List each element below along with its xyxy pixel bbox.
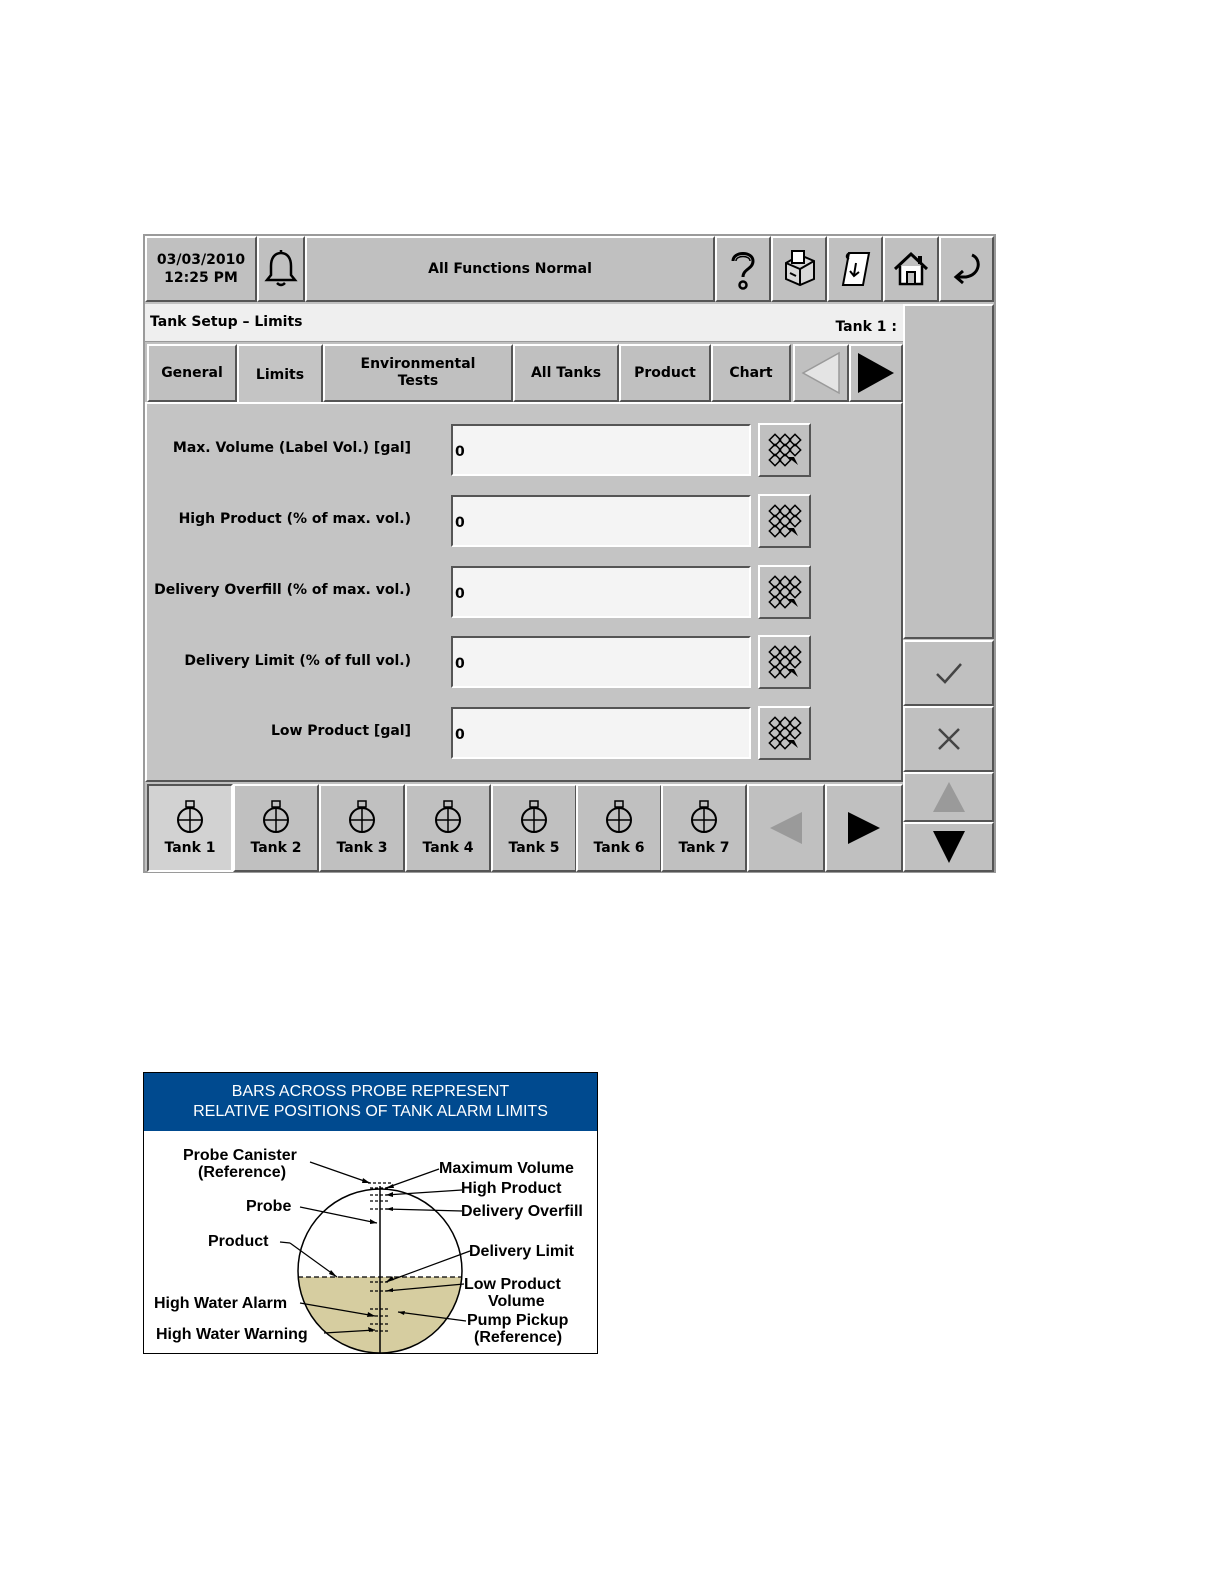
keypad-button[interactable] xyxy=(758,423,811,477)
high-product-label: High Product xyxy=(461,1180,562,1197)
arrow-left-icon xyxy=(801,351,841,395)
system-status xyxy=(305,236,715,302)
tank-button-6[interactable] xyxy=(576,784,662,872)
bell-icon xyxy=(263,249,299,289)
tank-button-4[interactable] xyxy=(405,784,491,872)
tank-button-7[interactable] xyxy=(661,784,747,872)
max-volume-field[interactable]: 0 xyxy=(451,424,751,476)
tab-environmental-tests[interactable] xyxy=(323,344,513,402)
delivery-overfill-label: Delivery Overfill xyxy=(461,1203,583,1220)
keypad-button[interactable] xyxy=(758,706,811,760)
delivery-limit-label: Delivery Limit (% of full vol.) xyxy=(184,653,411,669)
scroll-up-button[interactable] xyxy=(903,772,994,822)
page-title: Tank Setup – Limits xyxy=(150,314,303,330)
print-button[interactable] xyxy=(771,236,827,302)
time-text: 12:25 PM xyxy=(164,270,238,286)
tank-setup-console xyxy=(143,234,996,873)
high-water-alarm-label: High Water Alarm xyxy=(154,1295,288,1312)
low-product-volume-label-2: Volume xyxy=(488,1293,545,1310)
pump-pickup-label: Pump Pickup xyxy=(467,1312,569,1329)
tab-label: Limits xyxy=(255,367,305,383)
page-header xyxy=(145,304,903,342)
accept-button[interactable] xyxy=(903,640,994,706)
tab-label: All Tanks xyxy=(530,365,602,381)
low-product-volume-label: Low Product xyxy=(464,1276,561,1293)
product-fill xyxy=(294,1277,469,1353)
high-product-field[interactable]: 0 xyxy=(451,495,751,547)
date-time-display xyxy=(145,236,257,302)
back-button[interactable] xyxy=(939,236,994,302)
low-product-field[interactable]: 0 xyxy=(451,707,751,759)
tab-scroll-left-button[interactable] xyxy=(793,344,849,402)
high-product-label: High Product (% of max. vol.) xyxy=(178,511,411,527)
tank-button-1[interactable] xyxy=(147,784,233,872)
tank-button-label: Tank 5 xyxy=(508,840,560,856)
arrow-right-icon xyxy=(856,351,896,395)
home-button[interactable] xyxy=(883,236,939,302)
tank-button-label: Tank 6 xyxy=(593,840,645,856)
delivery-overfill-field[interactable]: 0 xyxy=(451,566,751,618)
maximum-volume-label: Maximum Volume xyxy=(439,1160,574,1177)
tab-label: General xyxy=(161,365,223,381)
tab-limits[interactable] xyxy=(237,344,323,404)
tank-button-label: Tank 2 xyxy=(250,840,302,856)
arrow-up-icon xyxy=(931,780,967,814)
diagram-title xyxy=(144,1073,597,1131)
tab-all-tanks[interactable] xyxy=(513,344,619,402)
alarm-limits-diagram xyxy=(143,1072,598,1354)
arrow-right-icon xyxy=(846,810,882,846)
keypad-button[interactable] xyxy=(758,565,811,619)
alarm-button[interactable] xyxy=(257,236,305,302)
keypad-icon xyxy=(768,645,802,679)
help-icon xyxy=(725,247,761,291)
tank-button-label: Tank 1 xyxy=(164,840,216,856)
tab-label: Product xyxy=(634,365,696,381)
scroll-down-button[interactable] xyxy=(903,822,994,872)
tank-button-label: Tank 3 xyxy=(336,840,388,856)
back-icon xyxy=(950,251,984,287)
right-panel xyxy=(903,304,994,639)
print-icon xyxy=(780,249,818,289)
tank-button-label: Tank 4 xyxy=(422,840,474,856)
date-text: 03/03/2010 xyxy=(156,252,246,268)
max-volume-label: Max. Volume (Label Vol.) [gal] xyxy=(172,440,411,456)
keypad-icon xyxy=(768,433,802,467)
tank-icon xyxy=(261,800,291,834)
selected-tank-label: Tank 1 : xyxy=(835,319,897,335)
tab-label: Environmental Tests xyxy=(360,356,476,389)
cancel-button[interactable] xyxy=(903,706,994,772)
delivery-limit-label: Delivery Limit xyxy=(469,1243,574,1260)
product-label: Product xyxy=(208,1233,269,1250)
diagram-title-line-2: RELATIVE POSITIONS OF TANK ALARM LIMITS xyxy=(193,1103,548,1120)
keypad-icon xyxy=(768,716,802,750)
tank-page-left-button[interactable] xyxy=(747,784,825,872)
limits-form xyxy=(145,402,903,782)
tank-button-3[interactable] xyxy=(319,784,405,872)
delivery-overfill-label: Delivery Overfill (% of max. vol.) xyxy=(154,582,411,598)
home-icon xyxy=(892,250,930,288)
tank-button-5[interactable] xyxy=(491,784,577,872)
keypad-button[interactable] xyxy=(758,635,811,689)
tank-icon xyxy=(433,800,463,834)
tab-scroll-right-button[interactable] xyxy=(849,344,903,402)
arrow-down-icon xyxy=(931,829,967,865)
check-icon xyxy=(934,660,964,686)
tank-icon xyxy=(175,800,205,834)
report-icon xyxy=(837,249,873,289)
tab-label: Chart xyxy=(729,365,773,381)
help-button[interactable] xyxy=(715,236,771,302)
tank-icon xyxy=(689,800,719,834)
tab-chart[interactable] xyxy=(711,344,791,402)
reports-button[interactable] xyxy=(827,236,883,302)
status-text: All Functions Normal xyxy=(428,261,592,277)
keypad-icon xyxy=(768,504,802,538)
keypad-button[interactable] xyxy=(758,494,811,548)
tank-button-label: Tank 7 xyxy=(678,840,730,856)
diagram-title-line-1: BARS ACROSS PROBE REPRESENT xyxy=(231,1083,510,1100)
keypad-icon xyxy=(768,575,802,609)
probe-label: Probe xyxy=(246,1198,292,1215)
tank-icon xyxy=(519,800,549,834)
tank-icon xyxy=(604,800,634,834)
high-water-warning-label: High Water Warning xyxy=(156,1326,308,1343)
tab-general[interactable] xyxy=(147,344,237,402)
probe-canister-reference-label: (Reference) xyxy=(198,1164,287,1181)
tank-page-right-button[interactable] xyxy=(825,784,903,872)
tank-icon xyxy=(347,800,377,834)
probe-canister-label: Probe Canister xyxy=(183,1147,297,1164)
delivery-limit-field[interactable]: 0 xyxy=(451,636,751,688)
tab-product[interactable] xyxy=(619,344,711,402)
arrow-left-icon xyxy=(768,810,804,846)
tank-button-2[interactable] xyxy=(233,784,319,872)
close-icon xyxy=(935,725,963,753)
low-product-label: Low Product [gal] xyxy=(270,723,411,739)
pump-pickup-reference-label: (Reference) xyxy=(474,1329,563,1346)
